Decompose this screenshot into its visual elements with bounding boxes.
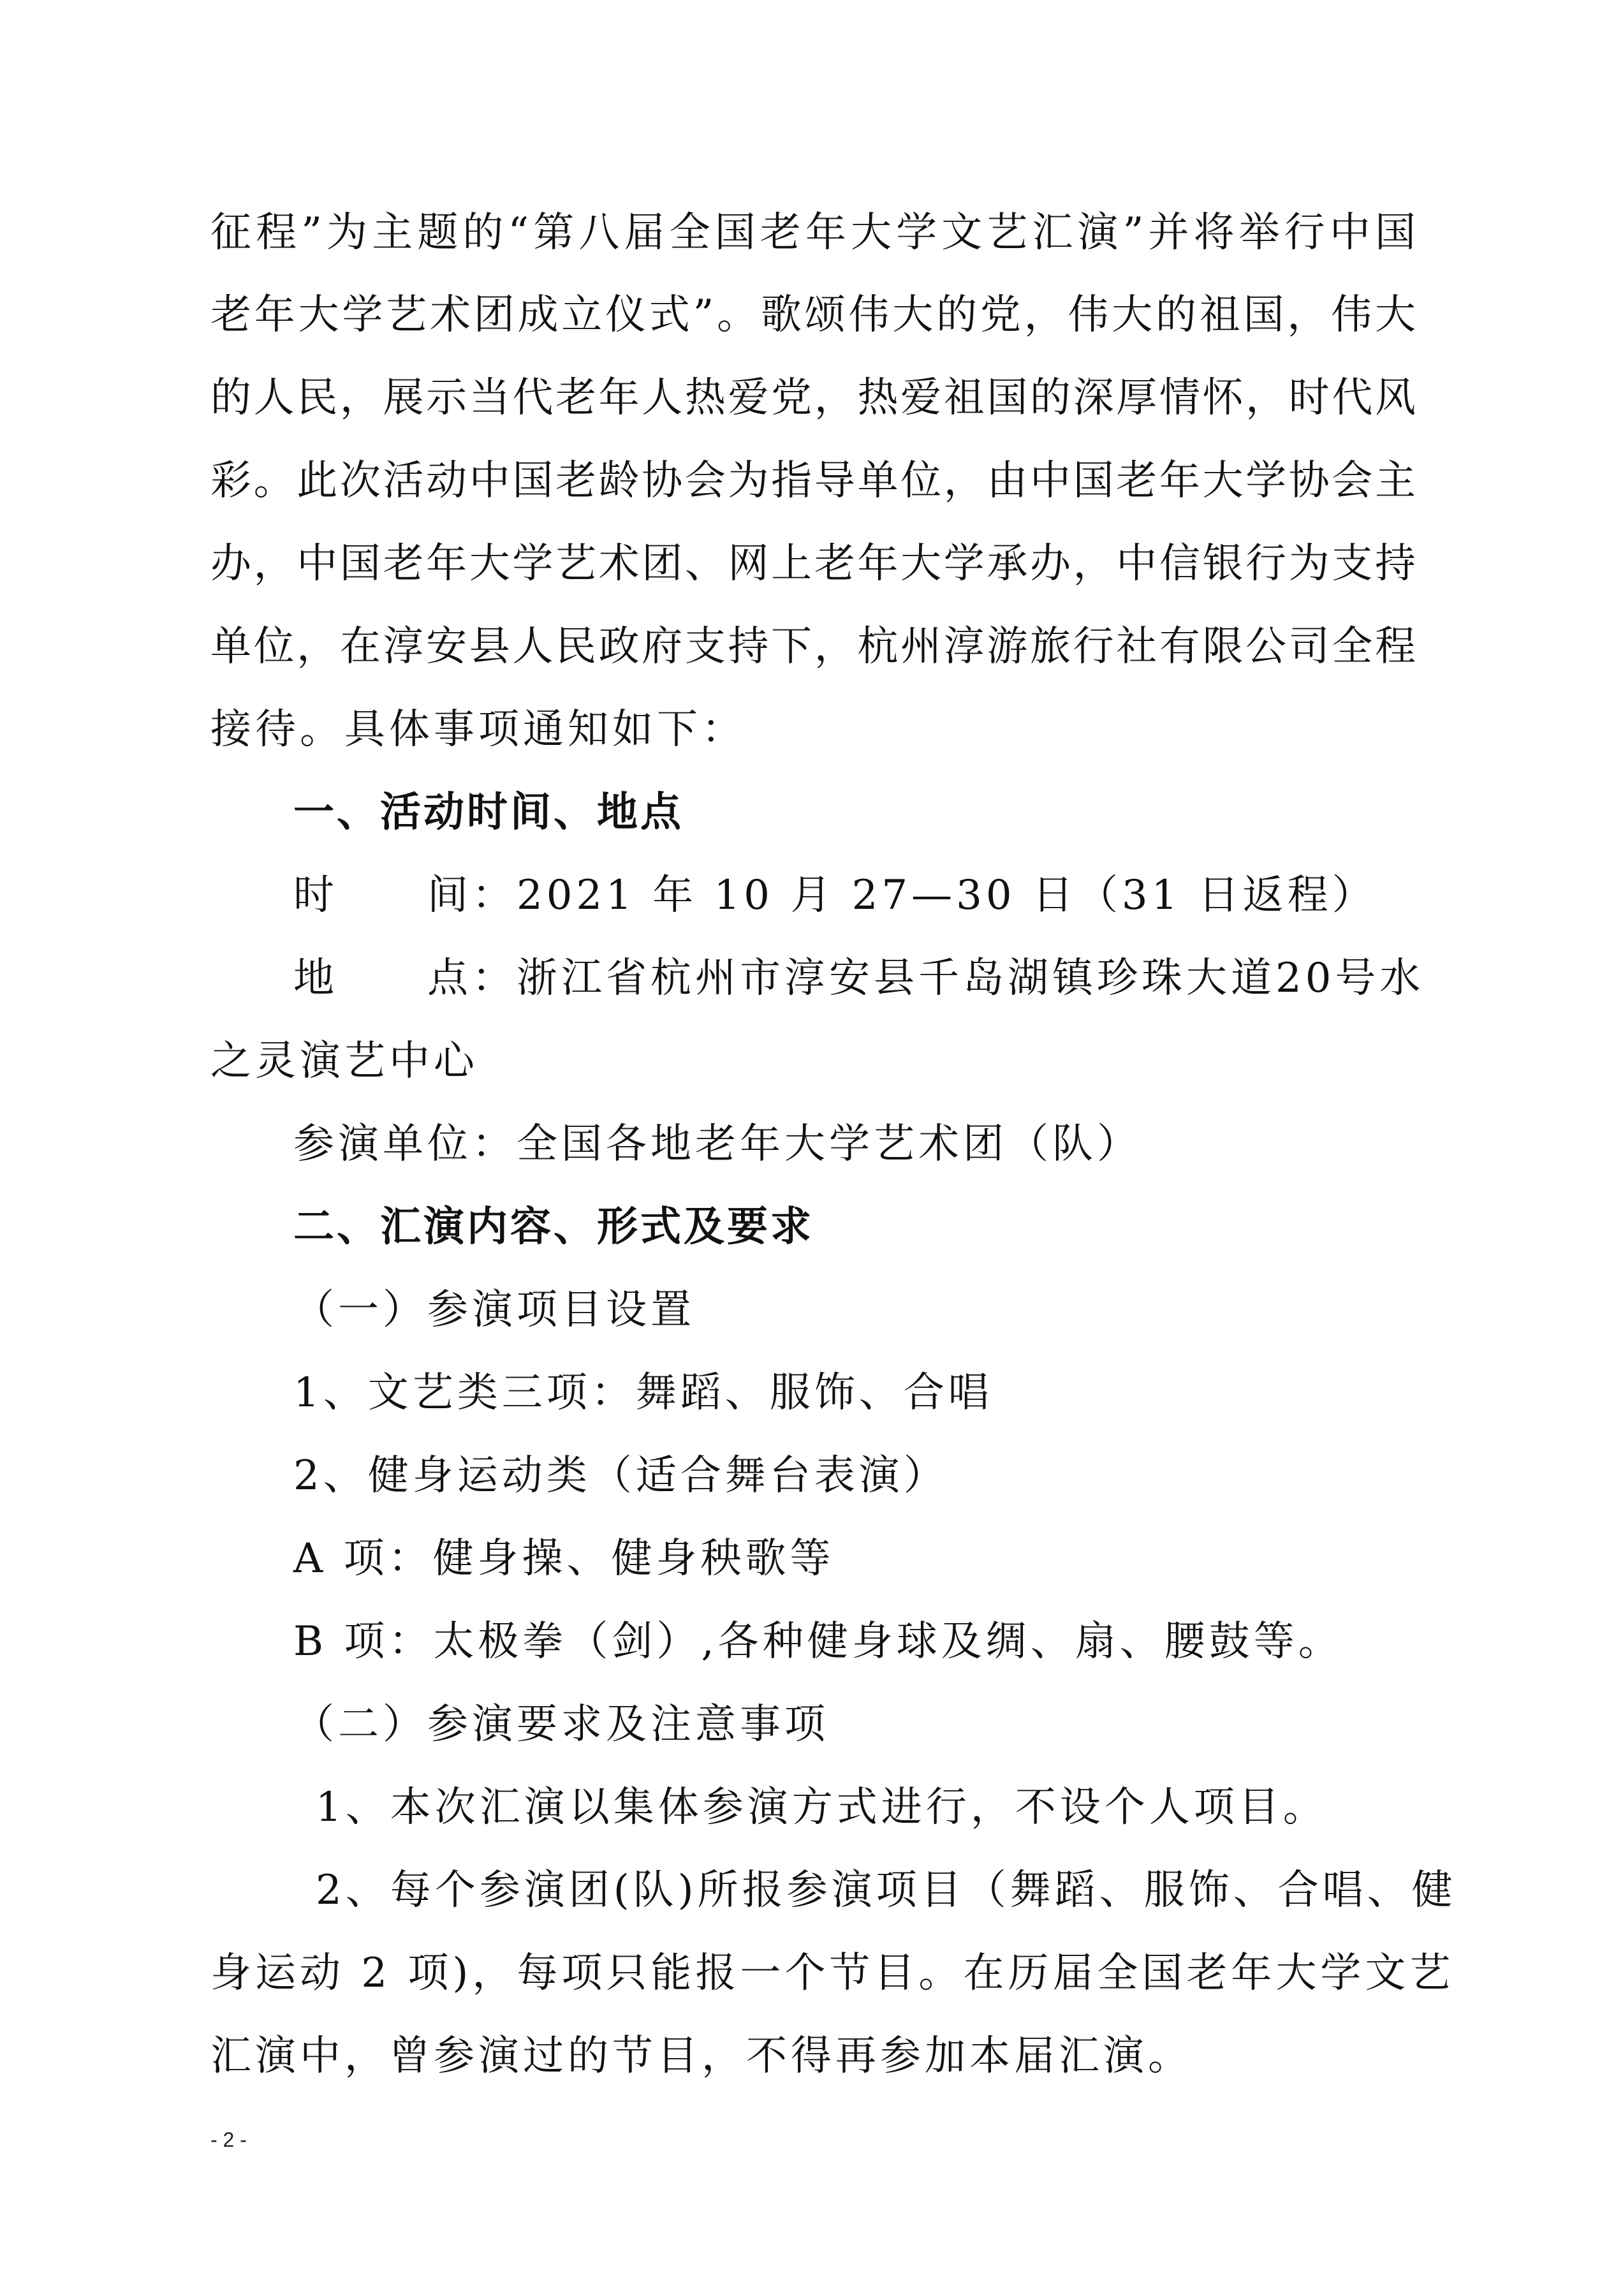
paragraph-line: 汇演中，曾参演过的节目，不得再参加本届汇演。 (210, 2033, 1193, 2080)
list-item: 2、每个参演团(队)所报参演项目（舞蹈、服饰、合唱、健 (316, 1867, 1457, 1914)
time-line: 时 间：2021 年 10 月 27—30 日（31 日返程） (293, 872, 1377, 919)
location-line: 地 点：浙江省杭州市淳安县千岛湖镇珍珠大道20号水 (293, 955, 1425, 1002)
paragraph-line: 彩。此次活动中国老龄协会为指导单位，由中国老年大学协会主 (210, 457, 1416, 504)
paragraph-line: 的人民，展示当代老年人热爱党，热爱祖国的深厚情怀，时代风 (210, 374, 1416, 422)
paragraph-line: 征程”为主题的“第八届全国老年大学文艺汇演”并将举行中国 (210, 209, 1416, 256)
paragraph-line: 老年大学艺术团成立仪式”。歌颂伟大的党，伟大的祖国，伟大 (210, 291, 1416, 339)
subsection-heading: （二）参演要求及注意事项 (293, 1701, 829, 1748)
subsection-heading: （一）参演项目设置 (293, 1286, 695, 1334)
page-number: - 2 - (210, 2128, 247, 2151)
location-line-continued: 之灵演艺中心 (210, 1038, 478, 1085)
list-item: A 项：健身操、健身秧歌等 (293, 1535, 835, 1582)
section-heading: 一、活动时间、地点 (293, 789, 684, 836)
paragraph-line: 单位，在淳安县人民政府支持下，杭州淳游旅行社有限公司全程 (210, 623, 1416, 670)
list-item: B 项：太极拳（剑）,各种健身球及绸、扇、腰鼓等。 (293, 1618, 1343, 1665)
list-item: 1、本次汇演以集体参演方式进行，不设个人项目。 (316, 1784, 1328, 1831)
paragraph-line: 身运动 2 项)，每项只能报一个节目。在历届全国老年大学文艺 (210, 1950, 1455, 1997)
list-item: 1、文艺类三项：舞蹈、服饰、合唱 (293, 1369, 993, 1417)
paragraph-line: 接待。具体事项通知如下： (210, 706, 746, 753)
participants-line: 参演单位：全国各地老年大学艺术团（队） (293, 1121, 1142, 1168)
section-heading: 二、汇演内容、形式及要求 (293, 1203, 814, 1251)
list-item: 2、健身运动类（适合舞台表演） (293, 1452, 948, 1499)
paragraph-line: 办，中国老年大学艺术团、网上老年大学承办，中信银行为支持 (210, 540, 1416, 587)
